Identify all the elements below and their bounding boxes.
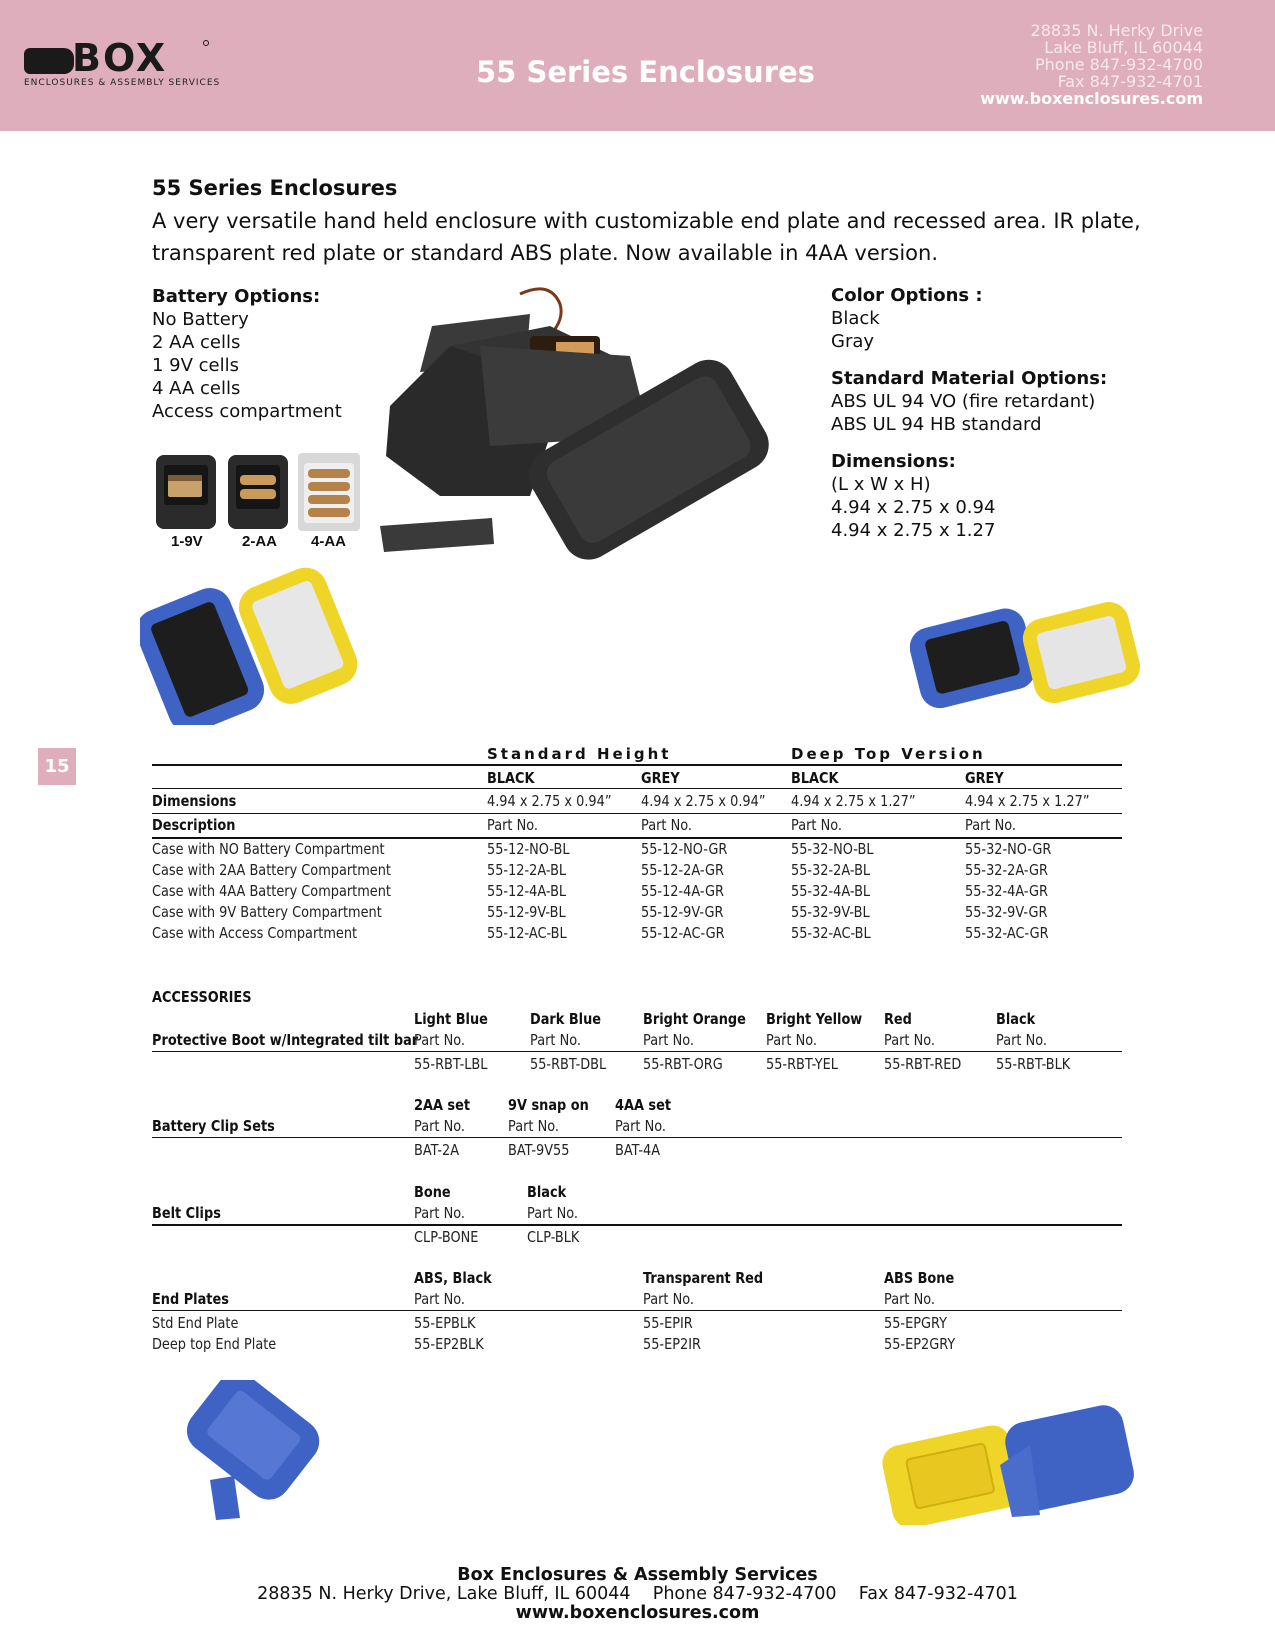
plate-row-name: Deep top End Plate [152, 1335, 277, 1353]
part-no-header: Part No. [414, 1031, 465, 1049]
dimensions-row-label: Dimensions [152, 792, 237, 810]
part-number: 55-RBT-YEL [766, 1055, 838, 1073]
boot-color: Black [996, 1010, 1036, 1028]
part-number: 55-EP2IR [643, 1335, 701, 1353]
clip-type: 2AA set [414, 1096, 471, 1114]
battery-compartment-images [154, 453, 364, 531]
part-number: 55-32-AC-GR [965, 924, 1049, 942]
table-rule [152, 788, 1122, 789]
part-number: BAT-2A [414, 1141, 460, 1159]
dimensions-heading: Dimensions: [831, 451, 956, 472]
part-number: 55-12-AC-BL [487, 924, 567, 942]
part-number: 55-EPGRY [884, 1314, 948, 1332]
boot-color: Red [884, 1010, 912, 1028]
accessories-heading: ACCESSORIES [152, 988, 252, 1006]
part-number: 55-12-9V-BL [487, 903, 566, 921]
battery-label-2aa: 2-AA [242, 533, 278, 550]
color-options-heading: Color Options : [831, 285, 983, 306]
boot-color: Bright Yellow [766, 1010, 863, 1028]
dimension-item: 4.94 x 2.75 x 0.94 [831, 497, 996, 518]
battery-option: 1 9V cells [152, 355, 240, 376]
dimension-cell: 4.94 x 2.75 x 1.27” [965, 792, 1090, 810]
row-description: Case with NO Battery Compartment [152, 840, 385, 858]
part-number: 55-12-AC-GR [641, 924, 725, 942]
svg-text:BOX: BOX [72, 40, 168, 74]
battery-options-heading: Battery Options: [152, 286, 321, 307]
header-phone: Phone 847-932-4700 [1035, 55, 1203, 74]
boot-tilt-photo-right [880, 1405, 1135, 1525]
footer-web-link[interactable]: www.boxenclosures.com [515, 1603, 760, 1623]
group-standard-height: Standard Height [487, 745, 672, 763]
part-number: 55-32-4A-BL [791, 882, 871, 900]
material-option: ABS UL 94 VO (fire retardant) [831, 391, 1096, 412]
part-number: 55-RBT-ORG [643, 1055, 723, 1073]
battery-label-4aa: 4-AA [311, 533, 347, 550]
belt-color: Bone [414, 1183, 451, 1201]
part-number: CLP-BONE [414, 1228, 479, 1246]
part-no-header: Part No. [641, 816, 692, 834]
part-number: 55-RBT-RED [884, 1055, 962, 1073]
part-no-header: Part No. [766, 1031, 817, 1049]
battery-options [152, 285, 342, 423]
plate-type: ABS Bone [884, 1269, 955, 1287]
table-rule [152, 1310, 1122, 1311]
description-header: Description [152, 816, 236, 834]
boot-photo-right [910, 600, 1140, 718]
part-no-header: Part No. [414, 1117, 465, 1135]
part-number: 55-EPBLK [414, 1314, 476, 1332]
part-no-header: Part No. [965, 816, 1016, 834]
group-deep-top: Deep Top Version [791, 745, 986, 763]
logo-mark-icon [24, 40, 224, 74]
plate-type: ABS, Black [414, 1269, 492, 1287]
battery-clips-label: Battery Clip Sets [152, 1117, 275, 1135]
dimension-cell: 4.94 x 2.75 x 1.27” [791, 792, 916, 810]
material-option: ABS UL 94 HB standard [831, 414, 1042, 435]
plate-row-name: Std End Plate [152, 1314, 239, 1332]
part-no-header: Part No. [487, 816, 538, 834]
intro-text: A very versatile hand held enclosure with customizable end plate and recessed area. IR plate, transparent red plate or standard ABS plate. Now available in 4AA version. [152, 209, 1141, 265]
col-header-color: BLACK [791, 769, 839, 787]
battery-label-9v: 1-9V [171, 533, 203, 550]
table-rule [152, 1137, 1122, 1138]
battery-option: 2 AA cells [152, 332, 241, 353]
boot-color: Dark Blue [530, 1010, 602, 1028]
enclosure-photo [380, 286, 800, 586]
part-number: 55-32-2A-GR [965, 861, 1048, 879]
part-number: CLP-BLK [527, 1228, 580, 1246]
end-plates-label: End Plates [152, 1290, 229, 1308]
part-no-header: Part No. [643, 1031, 694, 1049]
battery-2aa-image [228, 455, 288, 529]
part-no-header: Part No. [414, 1290, 465, 1308]
part-no-header: Part No. [884, 1031, 935, 1049]
part-number: 55-32-4A-GR [965, 882, 1048, 900]
footer-phone: Phone 847-932-4700 [652, 1584, 837, 1604]
table-rule [152, 837, 1122, 839]
battery-9v-image [156, 455, 216, 529]
boot-color: Light Blue [414, 1010, 488, 1028]
part-number: 55-32-9V-BL [791, 903, 870, 921]
part-number: BAT-4A [615, 1141, 661, 1159]
logo-tagline: ENCLOSURES & ASSEMBLY SERVICES [24, 78, 221, 88]
part-number: 55-12-4A-BL [487, 882, 567, 900]
battery-4aa-image [298, 453, 360, 531]
dimension-cell: 4.94 x 2.75 x 0.94” [487, 792, 612, 810]
part-number: 55-EP2BLK [414, 1335, 484, 1353]
part-no-header: Part No. [615, 1117, 666, 1135]
part-number: 55-32-2A-BL [791, 861, 871, 879]
part-no-header: Part No. [527, 1204, 578, 1222]
part-number: 55-RBT-DBL [530, 1055, 607, 1073]
part-no-header: Part No. [643, 1290, 694, 1308]
part-number: 55-32-AC-BL [791, 924, 871, 942]
header-address2: Lake Bluff, IL 60044 [1044, 38, 1203, 57]
part-number: 55-32-NO-BL [791, 840, 874, 858]
intro-title: 55 Series Enclosures [152, 176, 398, 200]
row-description: Case with 9V Battery Compartment [152, 903, 382, 921]
right-options [831, 284, 1107, 542]
part-no-header: Part No. [791, 816, 842, 834]
color-option: Black [831, 308, 880, 329]
battery-option: No Battery [152, 309, 249, 330]
part-no-header: Part No. [996, 1031, 1047, 1049]
boot-tilt-photo-left [170, 1380, 340, 1520]
row-description: Case with 4AA Battery Compartment [152, 882, 391, 900]
table-rule [152, 813, 1122, 814]
table-rule [152, 1224, 1122, 1226]
material-options-heading: Standard Material Options: [831, 368, 1108, 389]
part-number: 55-RBT-BLK [996, 1055, 1071, 1073]
boot-color: Bright Orange [643, 1010, 746, 1028]
header-title: 55 Series Enclosures [476, 55, 815, 89]
part-no-header: Part No. [530, 1031, 581, 1049]
footer-fax: Fax 847-932-4701 [858, 1584, 1018, 1604]
dimension-item: 4.94 x 2.75 x 1.27 [831, 520, 996, 541]
dimension-cell: 4.94 x 2.75 x 0.94” [641, 792, 766, 810]
col-header-color: GREY [965, 769, 1004, 787]
boot-label: Protective Boot w/Integrated tilt bar [152, 1031, 419, 1049]
table-rule [152, 1051, 1122, 1052]
part-number: BAT-9V55 [508, 1141, 570, 1159]
belt-clips-label: Belt Clips [152, 1204, 221, 1222]
part-no-header: Part No. [414, 1204, 465, 1222]
header-fax: Fax 847-932-4701 [1057, 72, 1203, 91]
footer-contact-line [0, 1585, 1275, 1604]
page-header [0, 0, 1275, 131]
part-number: 55-12-NO-GR [641, 840, 728, 858]
battery-option: 4 AA cells [152, 378, 241, 399]
header-contact [980, 22, 1203, 107]
part-no-header: Part No. [508, 1117, 559, 1135]
clip-type: 9V snap on [508, 1096, 589, 1114]
part-number: 55-EP2GRY [884, 1335, 956, 1353]
row-description: Case with Access Compartment [152, 924, 358, 942]
part-number: 55-32-NO-GR [965, 840, 1052, 858]
box-logo [24, 40, 224, 92]
footer-address: 28835 N. Herky Drive, Lake Bluff, IL 60044 [257, 1584, 631, 1604]
page-footer [0, 1566, 1275, 1623]
belt-color: Black [527, 1183, 567, 1201]
plate-type: Transparent Red [643, 1269, 764, 1287]
part-number: 55-12-NO-BL [487, 840, 570, 858]
part-no-header: Part No. [884, 1290, 935, 1308]
page-number: 15 [38, 748, 76, 785]
part-number: 55-EPIR [643, 1314, 693, 1332]
color-option: Gray [831, 331, 875, 352]
part-number: 55-12-9V-GR [641, 903, 724, 921]
part-number: 55-12-2A-GR [641, 861, 724, 879]
col-header-color: BLACK [487, 769, 535, 787]
footer-company: Box Enclosures & Assembly Services [457, 1565, 818, 1585]
clip-type: 4AA set [615, 1096, 672, 1114]
dimension-item: (L x W x H) [831, 474, 931, 495]
part-number: 55-32-9V-GR [965, 903, 1048, 921]
boot-photo-left [140, 565, 360, 725]
row-description: Case with 2AA Battery Compartment [152, 861, 391, 879]
part-number: 55-RBT-LBL [414, 1055, 488, 1073]
table-rule [152, 764, 1122, 766]
col-header-color: GREY [641, 769, 680, 787]
header-address1: 28835 N. Herky Drive [1030, 21, 1203, 40]
battery-option: Access compartment [152, 401, 342, 422]
part-number: 55-12-4A-GR [641, 882, 724, 900]
header-web-link[interactable]: www.boxenclosures.com [980, 89, 1203, 108]
part-number: 55-12-2A-BL [487, 861, 567, 879]
